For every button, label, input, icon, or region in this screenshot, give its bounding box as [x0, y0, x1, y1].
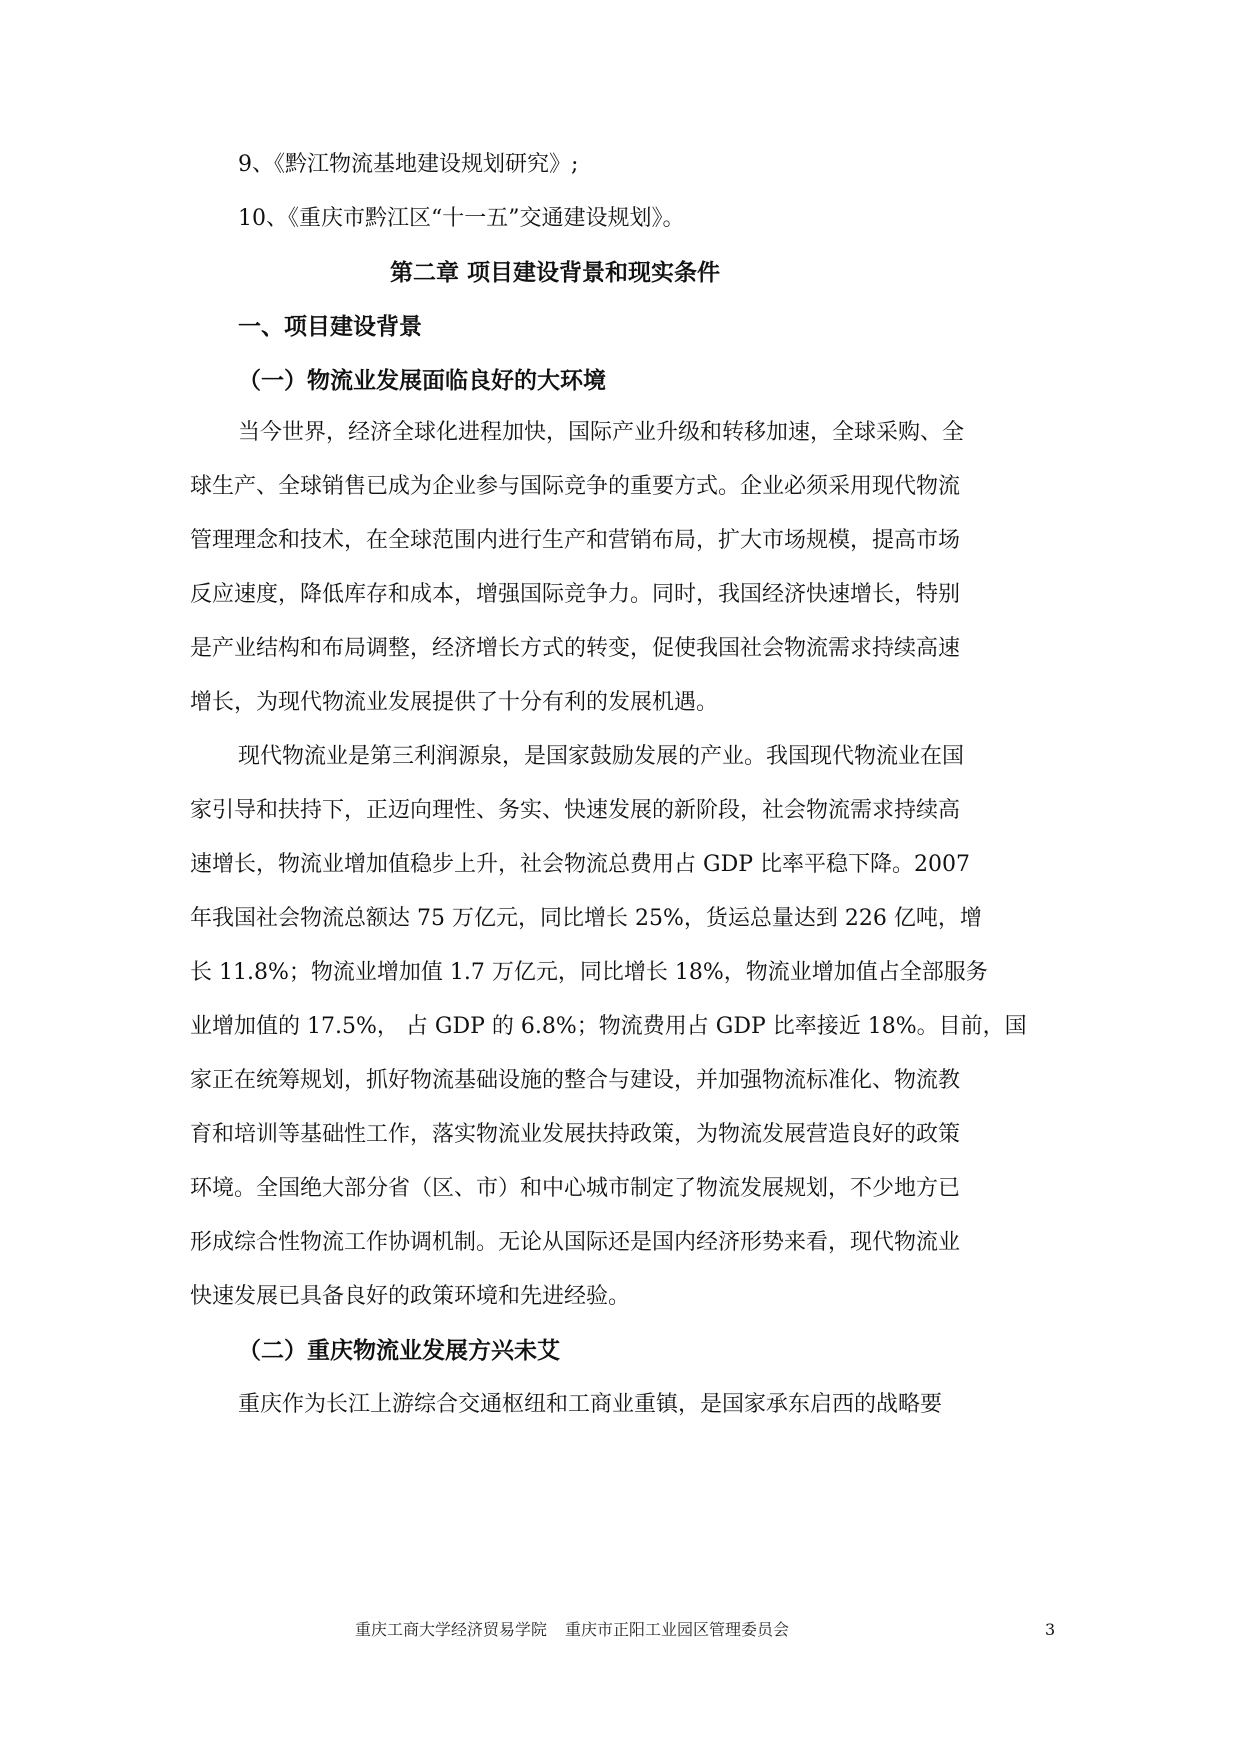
paragraph-line: 增长，为现代物流业发展提供了十分有利的发展机遇。: [190, 690, 719, 715]
paragraph-line: 快速发展已具备良好的政策环境和先进经验。: [190, 1284, 631, 1309]
subsection-title-1: （一）物流业发展面临良好的大环境: [238, 367, 606, 394]
paragraph-line: 是产业结构和布局调整，经济增长方式的转变，促使我国社会物流需求持续高速: [190, 636, 961, 661]
section-title: 一、项目建设背景: [238, 313, 422, 340]
reference-item-10: 10、《重庆市黔江区“十一五”交通建设规划》。: [238, 206, 685, 231]
page-number: 3: [1045, 1620, 1056, 1639]
paragraph-line: 年我国社会物流总额达 75 万亿元，同比增长 25%，货运总量达到 226 亿吨，增: [190, 906, 982, 931]
paragraph-line: 现代物流业是第三利润源泉，是国家鼓励发展的产业。我国现代物流业在国: [238, 744, 965, 769]
paragraph-line: 反应速度，降低库存和成本，增强国际竞争力。同时，我国经济快速增长，特别: [190, 582, 961, 607]
paragraph-line: 环境。全国绝大部分省（区、市）和中心城市制定了物流发展规划，不少地方已: [190, 1176, 961, 1201]
footer-org-1: 重庆工商大学经济贸易学院: [355, 1620, 548, 1639]
paragraph-line: 管理理念和技术，在全球范围内进行生产和营销布局，扩大市场规模，提高市场: [190, 528, 961, 553]
footer-org-2: 重庆市正阳工业园区管理委员会: [565, 1620, 790, 1639]
paragraph-line: 家引导和扶持下，正迈向理性、务实、快速发展的新阶段，社会物流需求持续高: [190, 798, 961, 823]
paragraph-line: 重庆作为长江上游综合交通枢纽和工商业重镇，是国家承东启西的战略要: [238, 1392, 943, 1417]
paragraph-line: 形成综合性物流工作协调机制。无论从国际还是国内经济形势来看，现代物流业: [190, 1230, 961, 1255]
paragraph-line: 业增加值的 17.5%， 占 GDP 的 6.8%；物流费用占 GDP 比率接近 18%。目前，国: [190, 1014, 1027, 1039]
paragraph-line: 速增长，物流业增加值稳步上升，社会物流总费用占 GDP 比率平稳下降。2007: [190, 852, 970, 877]
paragraph-line: 球生产、全球销售已成为企业参与国际竞争的重要方式。企业必须采用现代物流: [190, 474, 961, 499]
subsection-title-2: （二）重庆物流业发展方兴未艾: [238, 1337, 560, 1364]
paragraph-line: 家正在统筹规划，抓好物流基础设施的整合与建设，并加强物流标准化、物流教: [190, 1068, 961, 1093]
reference-item-9: 9、《黔江物流基地建设规划研究》;: [238, 152, 579, 177]
page-footer: [355, 1620, 807, 1640]
paragraph-line: 当今世界，经济全球化进程加快，国际产业升级和转移加速，全球采购、全: [238, 420, 965, 445]
chapter-title: 第二章 项目建设背景和现实条件: [390, 259, 721, 286]
paragraph-line: 长 11.8%；物流业增加值 1.7 万亿元，同比增长 18%，物流业增加值占全部服务: [190, 960, 988, 985]
paragraph-line: 育和培训等基础性工作，落实物流业发展扶持政策，为物流发展营造良好的政策: [190, 1122, 961, 1147]
